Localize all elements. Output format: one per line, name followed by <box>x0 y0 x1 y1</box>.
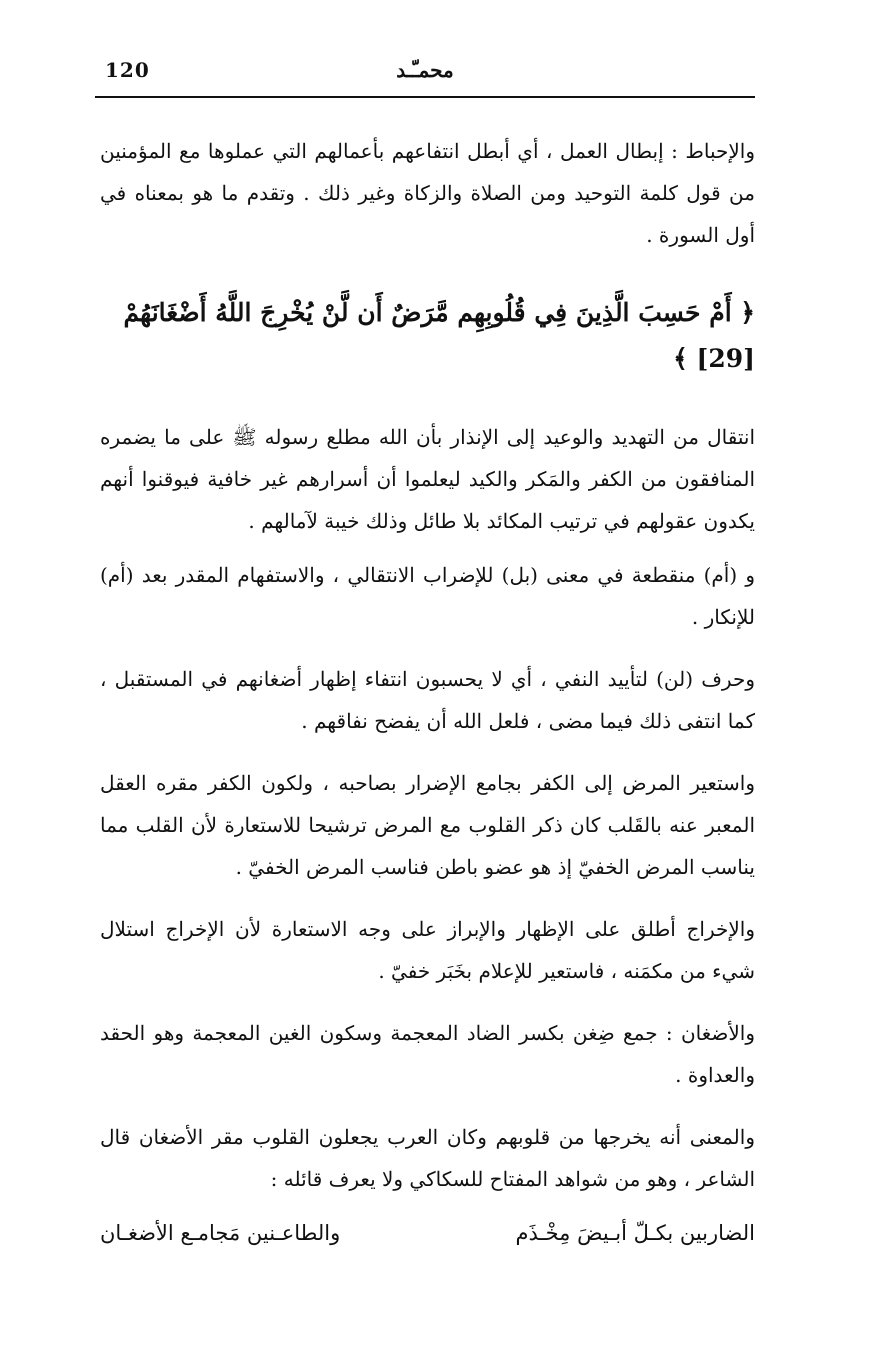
poem-verse <box>100 1212 755 1254</box>
paragraph-maana: والمعنى أنه يخرجها من قلوبهم وكان العرب يجعلون القلوب مقر الأضغان قال الشاعر ، وهو من شواهد المفتاح للسكاكي ولا يعرف قائله : <box>100 1125 755 1191</box>
paragraph-intiqal: انتقال من التهديد والوعيد إلى الإنذار بأن الله مطلع رسوله ﷺ على ما يضمره المنافقون من الكفر والمَكر والكيد ليعلموا أن أسرارهم غير خافية فيوقنوا أنهم يكدون عقولهم في ترتيب المكائد بلا طائل وذلك خيبة لآمالهم . <box>100 425 755 533</box>
quran-verse: ﴿ أَمْ حَسِبَ الَّذِينَ فِي قُلُوبِهِم مَّرَضٌ أَن لَّنْ يُخْرِجَ اللَّهُ أَضْغَانَهُمْ [29] ﴾ <box>123 298 755 373</box>
paragraph-adghan: والأضغان : جمع ضِغن بكسر الضاد المعجمة وسكون الغين المعجمة وهو الحقد والعداوة . <box>100 1021 755 1087</box>
running-head: محمـّـد <box>396 58 454 82</box>
paragraph-am: و (أم) منقطعة في معنى (بل) للإضراب الانتقالي ، والاستفهام المقدر بعد (أم) للإنكار . <box>100 563 755 629</box>
poem-left-hemistich: والطاعـنين مَجامـع الأضغـان <box>100 1221 341 1245</box>
paragraph-ikhraj: والإخراج أطلق على الإظهار والإبراز على وجه الاستعارة لأن الإخراج استلال شيء من مكمَنه ، فاستعير للإعلام بخَبَر خفيّ . <box>100 917 755 983</box>
paragraph-lan: وحرف (لن) لتأييد النفي ، أي لا يحسبون انتفاء إظهار أضغانهم في المستقبل ، كما انتفى ذلك فيما مضى ، فلعل الله أن يفضح نفاقهم . <box>100 667 755 733</box>
page-header <box>95 52 755 98</box>
paragraph-marad: واستعير المرض إلى الكفر بجامع الإضرار بصاحبه ، ولكون الكفر مقره العقل المعبر عنه بالقَلب كان ذكر القلوب مع المرض ترشيحا للاستعارة لأن القلب مما يناسب المرض الخفيّ إذ هو عضو باطن فناسب المرض الخفيّ . <box>100 771 755 879</box>
poem-right-hemistich: الضاربين بكـلّ أبـيضَ مِخْـذَم <box>515 1221 755 1245</box>
paragraph-ihbat: والإحباط : إبطال العمل ، أي أبطل انتفاعهم بأعمالهم التي عملوها مع المؤمنين من قول كلمة التوحيد ومن الصلاة والزكاة وغير ذلك . وتقدم ما هو بمعناه في أول السورة . <box>100 139 755 247</box>
page-number: 120 <box>105 58 150 82</box>
page-body <box>100 130 755 1254</box>
